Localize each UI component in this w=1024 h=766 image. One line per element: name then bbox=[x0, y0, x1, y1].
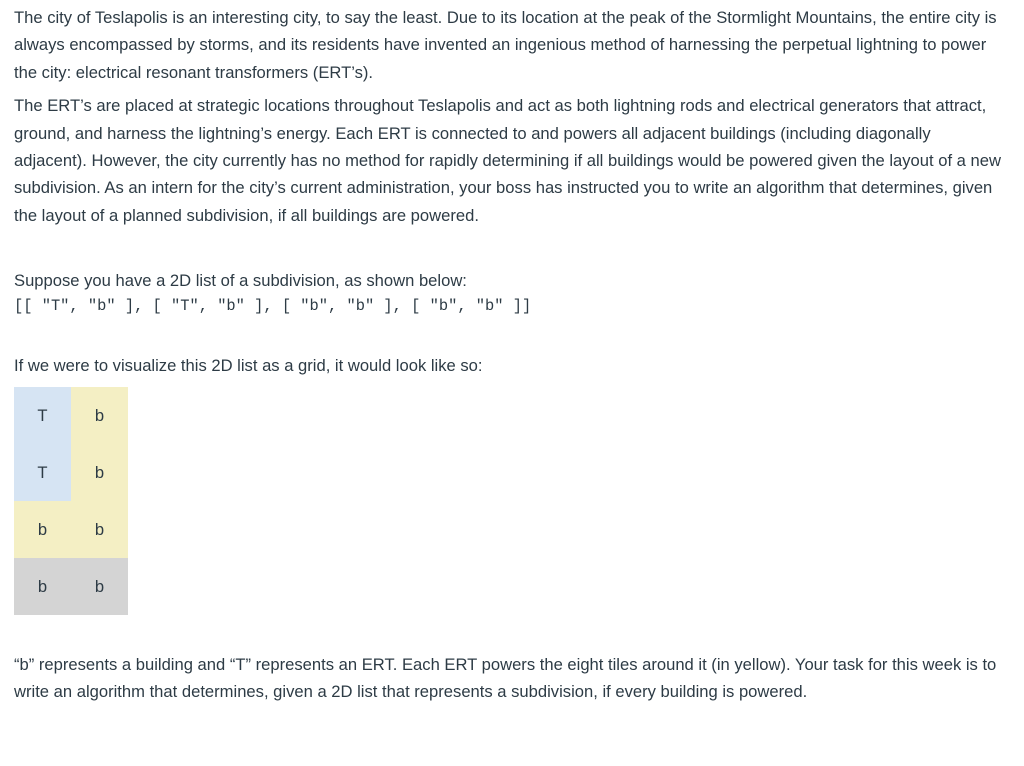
grid-cell: T bbox=[14, 444, 71, 501]
grid-cell: b bbox=[14, 501, 71, 558]
assignment-content bbox=[14, 4, 1004, 706]
task-paragraph: “b” represents a building and “T” represents an ERT. Each ERT powers the eight tiles around it (in yellow). Your task for this week is to write an algorithm that determines, given a 2D list that represents a subdivision, if every building is powered. bbox=[14, 655, 997, 702]
subdivision-grid bbox=[14, 387, 128, 615]
visualize-paragraph: If we were to visualize this 2D list as a grid, it would look like so: bbox=[14, 355, 483, 375]
grid-cell: b bbox=[71, 444, 128, 501]
grid-cell: b bbox=[71, 501, 128, 558]
grid-cell: T bbox=[14, 387, 71, 444]
intro-paragraph: The city of Teslapolis is an interesting city, to say the least. Due to its location at the peak of the Stormlight Mountains, the entire city is always encompassed by storms, and its residents have invented an ingenious method of harnessing the perpetual lightning to power the city: electrical resonant transformers (ERT’s). bbox=[14, 8, 997, 82]
grid-cell: b bbox=[71, 387, 128, 444]
suppose-paragraph: Suppose you have a 2D list of a subdivision, as shown below: bbox=[14, 271, 467, 291]
ert-paragraph: The ERT’s are placed at strategic locations throughout Teslapolis and act as both lightning rods and electrical generators that attract, ground, and harness the lightning’s energy. Each ERT is connected to and powers all adjacent buildings (including diagonally adjacent). However, the city currently has no method for rapidly determining if all buildings would be powered given the layout of a new subdivision. As an intern for the city’s current administration, your boss has instructed you to write an algorithm that determines, given the layout of a planned subdivision, if all buildings are powered. bbox=[14, 96, 1001, 225]
code-sample: [[ "T", "b" ], [ "T", "b" ], [ "b", "b" ], [ "b", "b" ]] bbox=[14, 296, 532, 315]
grid-cell: b bbox=[14, 558, 71, 615]
grid-cell: b bbox=[71, 558, 128, 615]
